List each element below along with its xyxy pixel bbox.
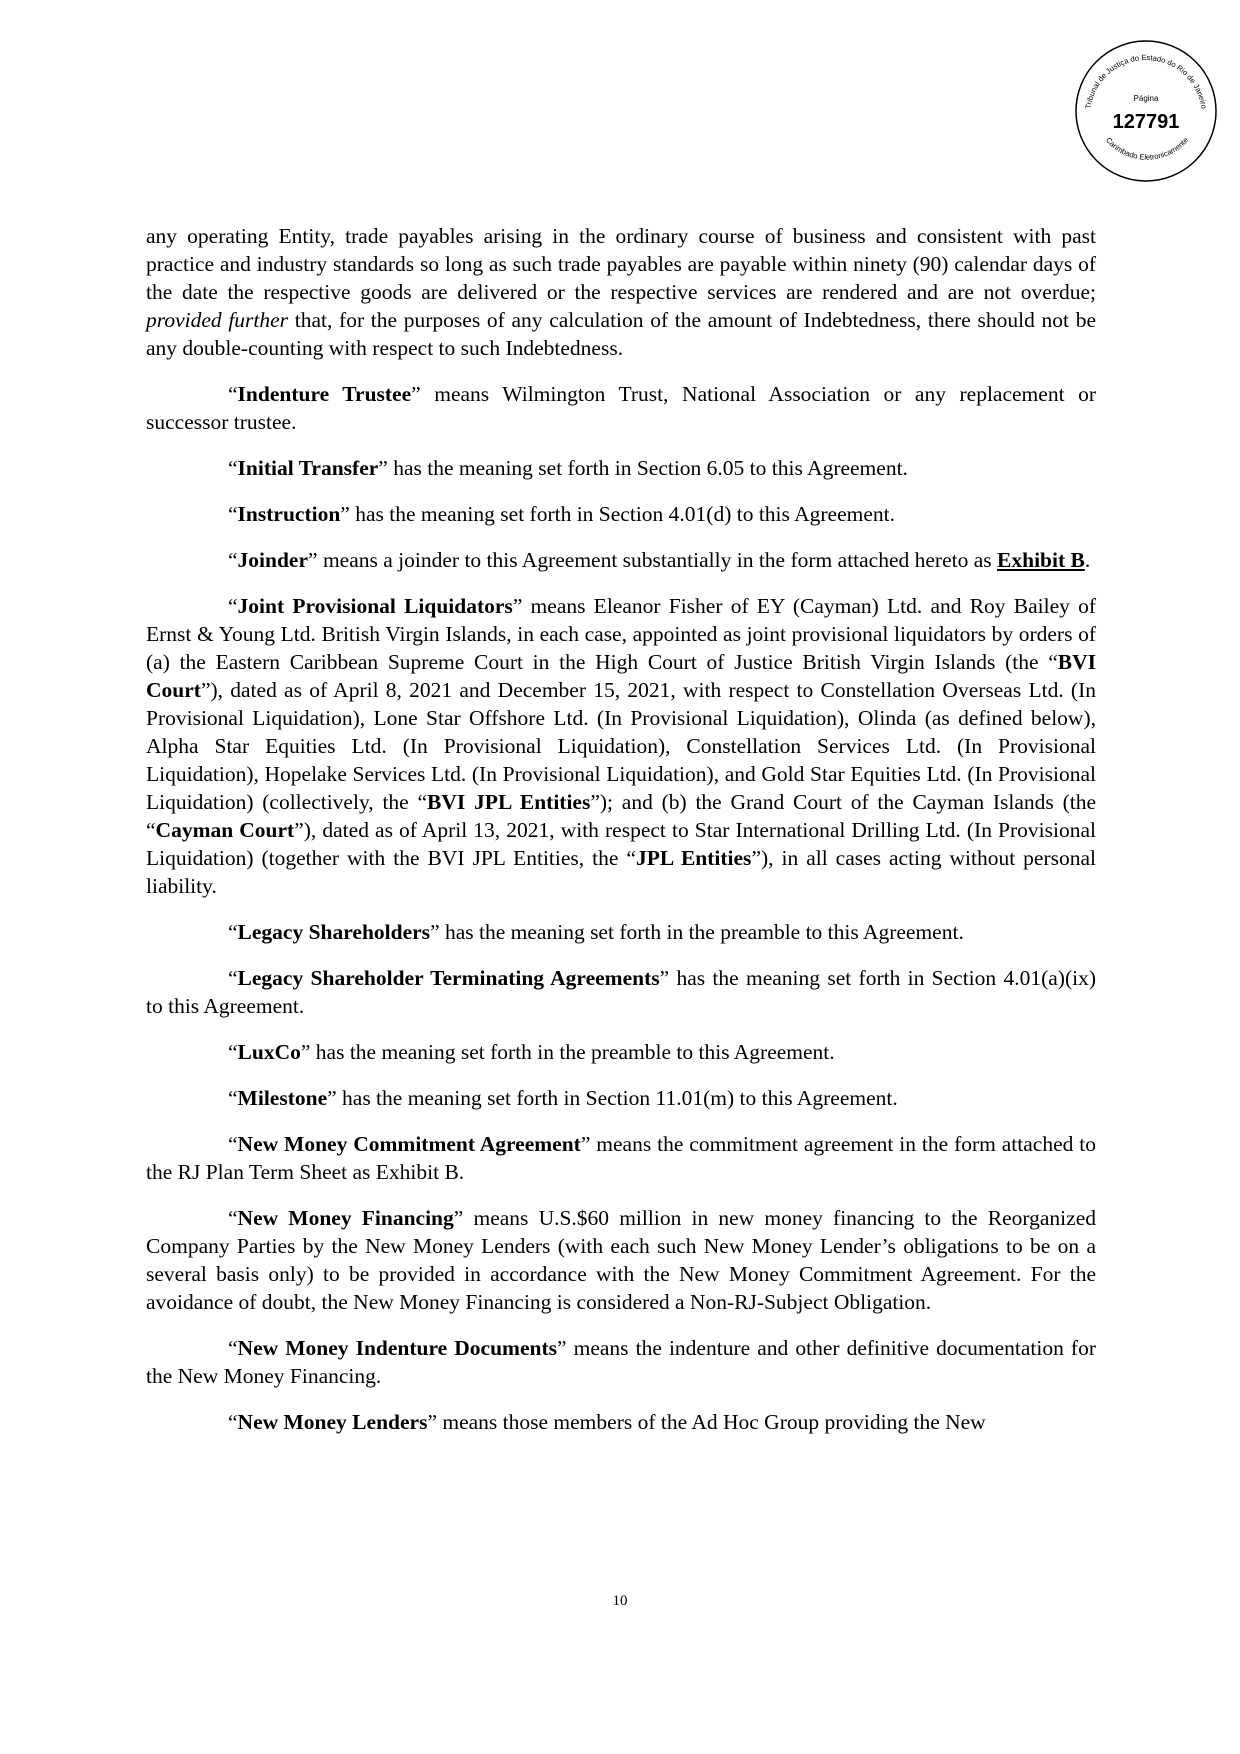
text-run: “ xyxy=(228,1410,238,1434)
defined-term: Exhibit B xyxy=(997,548,1085,572)
text-run: any operating Entity, trade payables arising in the ordinary course of business and consistent with past practice and industry standards so long as such trade payables are payable within ninety (90) calendar days of the date the respective goods are delivered or the respective services are rendered and are not overdue; xyxy=(146,224,1096,304)
text-run: ” means a joinder to this Agreement substantially in the form attached hereto as xyxy=(308,548,998,572)
defined-term: Indenture Trustee xyxy=(237,382,412,406)
text-run: that, for the purposes of any calculation of the amount of Indebtedness, there should not be any double-counting with respect to such Indebtedness. xyxy=(146,308,1096,360)
definition-paragraph xyxy=(146,1038,1096,1066)
defined-term: BVI Court xyxy=(146,650,1096,702)
stamp-number: 127791 xyxy=(1112,111,1180,133)
definition-paragraph xyxy=(146,592,1096,900)
defined-term: Initial Transfer xyxy=(237,456,379,480)
stamp-label: Página xyxy=(1133,94,1159,103)
definition-paragraph xyxy=(146,546,1096,574)
emphasis-text: provided further xyxy=(146,308,289,332)
text-run: “ xyxy=(228,548,238,572)
defined-term: Legacy Shareholders xyxy=(237,920,431,944)
text-run: ” means the commitment agreement in the form attached to the RJ Plan Term Sheet as Exhibit B. xyxy=(146,1132,1097,1184)
stamp-arc-top: Tribunal de Justiça do Estado do Rio de Janeiro xyxy=(1083,52,1209,110)
text-run: “ xyxy=(228,1040,238,1064)
text-run: “ xyxy=(228,920,238,944)
text-run: ” has the meaning set forth in the preamble to this Agreement. xyxy=(300,1040,835,1064)
text-run: “ xyxy=(228,966,238,990)
text-run: ” means Wilmington Trust, National Association or any replacement or successor trustee. xyxy=(146,382,1096,434)
document-body xyxy=(146,222,1096,1454)
defined-term: Legacy Shareholder Terminating Agreements xyxy=(237,966,660,990)
page-number: 10 xyxy=(612,1593,628,1609)
text-run: ” means the indenture and other definitive documentation for the New Money Financing. xyxy=(146,1336,1096,1388)
defined-term: JPL Entities xyxy=(635,846,752,870)
definition-paragraph xyxy=(146,1408,1096,1436)
text-run: ” has the meaning set forth in the preamble to this Agreement. xyxy=(430,920,964,944)
defined-term: LuxCo xyxy=(237,1040,301,1064)
text-run: “ xyxy=(228,1206,238,1230)
defined-term: Joint Provisional Liquidators xyxy=(237,594,513,618)
text-run: “ xyxy=(228,502,238,526)
defined-term: Joinder xyxy=(237,548,309,572)
defined-term: New Money Lenders xyxy=(237,1410,428,1434)
definition-paragraph xyxy=(146,500,1096,528)
text-run: “ xyxy=(228,382,238,406)
paragraph-continuation xyxy=(146,222,1096,362)
text-run: “ xyxy=(228,1336,238,1360)
text-run: “ xyxy=(228,1132,238,1156)
text-run: ”), in all cases acting without personal liability. xyxy=(146,846,1097,898)
text-run: . xyxy=(1084,548,1091,572)
text-run: “ xyxy=(228,594,238,618)
defined-term: New Money Financing xyxy=(237,1206,454,1230)
text-run: ”); and (b) the Grand Court of the Cayman Islands (the “ xyxy=(146,790,1097,842)
defined-term: BVI JPL Entities xyxy=(427,790,591,814)
defined-term: New Money Indenture Documents xyxy=(237,1336,557,1360)
text-run: ” means U.S.$60 million in new money financing to the Reorganized Company Parties by the New Money Lenders (with each such New Money Lender’s obligations to be on a several basis only) to be provided in accordance with the New Money Commitment Agreement. For the avoidance of doubt, the New Money Financing is considered a Non-RJ-Subject Obligation. xyxy=(146,1206,1096,1314)
defined-term: New Money Commitment Agreement xyxy=(237,1132,581,1156)
definition-paragraph xyxy=(146,1204,1096,1316)
defined-term: Milestone xyxy=(237,1086,328,1110)
definition-paragraph xyxy=(146,918,1096,946)
text-run: ” has the meaning set forth in Section 4.01(d) to this Agreement. xyxy=(340,502,895,526)
text-run: ” has the meaning set forth in Section 4.01(a)(ix) to this Agreement. xyxy=(146,966,1096,1018)
text-run: “ xyxy=(228,1086,238,1110)
definition-paragraph xyxy=(146,380,1096,436)
text-run: ” has the meaning set forth in Section 11.01(m) to this Agreement. xyxy=(327,1086,898,1110)
text-run: ” has the meaning set forth in Section 6.05 to this Agreement. xyxy=(378,456,908,480)
text-run: “ xyxy=(228,456,238,480)
definition-paragraph xyxy=(146,1130,1096,1186)
court-stamp xyxy=(1071,36,1221,186)
defined-term: Cayman Court xyxy=(155,818,295,842)
definition-paragraph xyxy=(146,454,1096,482)
text-run: ” means those members of the Ad Hoc Group providing the New xyxy=(427,1410,986,1434)
stamp-seal-icon xyxy=(1071,36,1221,186)
text-run: ”), dated as of April 8, 2021 and December 15, 2021, with respect to Constellation Overseas Ltd. (In Provisional Liquidation), Lone Star Offshore Ltd. (In Provisional Liquidation), Olinda (as defined below), Alpha Star Equities Ltd. (In Provisional Liquidation), Constellation Services Ltd. (In Provisional Liquidation), Hopelake Services Ltd. (In Provisional Liquidation), and Gold Star Equities Ltd. (In Provisional Liquidation) (collectively, the “ xyxy=(146,678,1096,814)
definition-paragraph xyxy=(146,1334,1096,1390)
definition-paragraph xyxy=(146,964,1096,1020)
text-run: ”), dated as of April 13, 2021, with respect to Star International Drilling Ltd. (In Provisional Liquidation) (together with the BVI JPL Entities, the “ xyxy=(146,818,1096,870)
defined-term: Instruction xyxy=(237,502,341,526)
definition-paragraph xyxy=(146,1084,1096,1112)
stamp-arc-bottom: Carimbado Eletronicamente xyxy=(1103,135,1191,162)
text-run: ” means Eleanor Fisher of EY (Cayman) Ltd. and Roy Bailey of Ernst & Young Ltd. British Virgin Islands, in each case, appointed as joint provisional liquidators by orders of (a) the Eastern Caribbean Supreme Court in the High Court of Justice British Virgin Islands (the “ xyxy=(146,594,1096,674)
